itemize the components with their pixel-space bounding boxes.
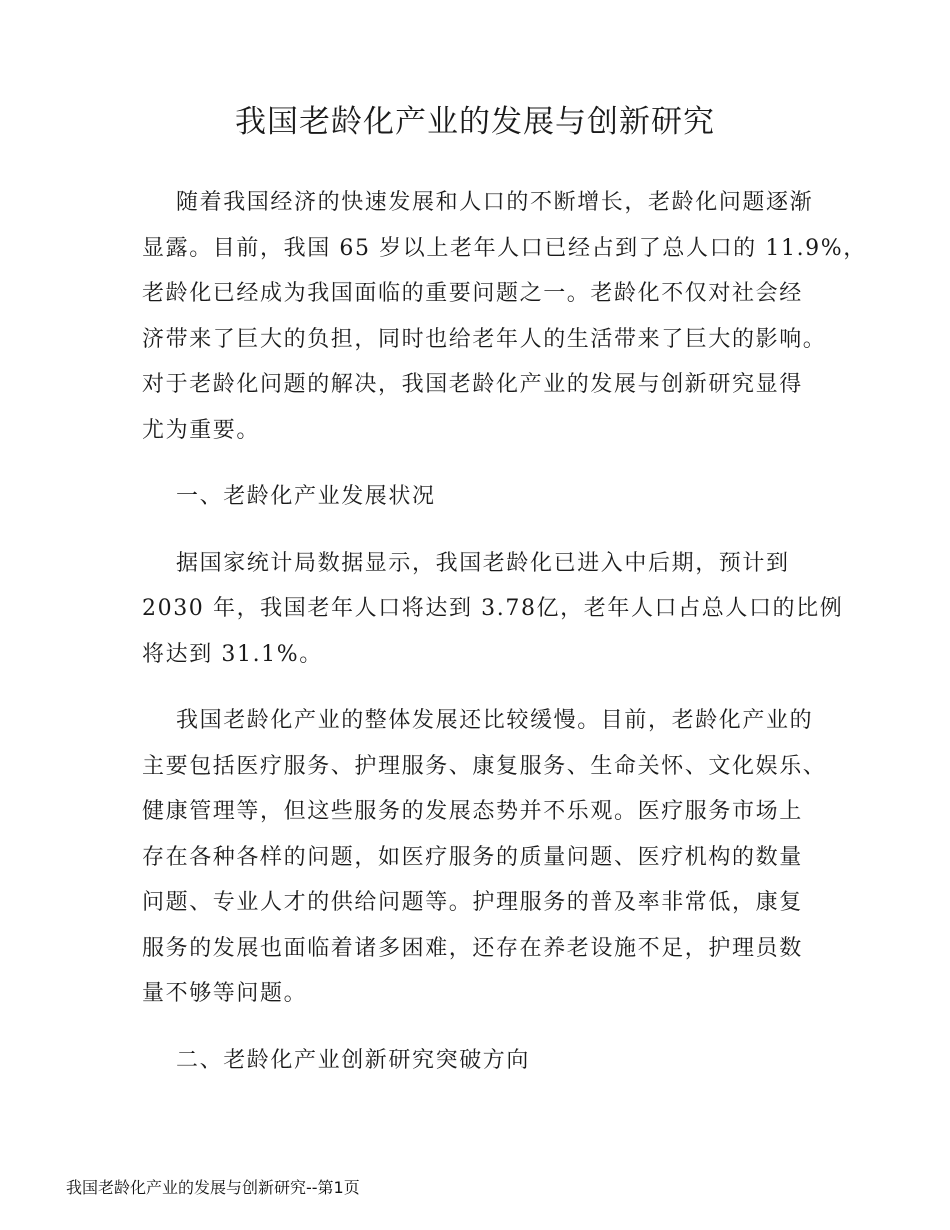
- text-line: 问题、专业人才的供给问题等。护理服务的普及率非常低，康复: [142, 890, 803, 915]
- text-line: 我国老龄化产业的整体发展还比较缓慢。目前，老龄化产业的: [176, 708, 814, 733]
- text-line: 显露。目前，我国 65 岁以上老年人口已经占到了总人口的 11.9%，: [142, 235, 867, 261]
- text-line: 对于老龄化问题的解决，我国老龄化产业的发展与创新研究显得: [142, 372, 803, 397]
- text-line: 尤为重要。: [142, 417, 261, 443]
- intro-paragraph: [142, 180, 867, 453]
- text-line: 存在各种各样的问题，如医疗服务的质量问题、医疗机构的数量: [142, 844, 803, 870]
- text-line: 服务的发展也面临着诸多困难，还存在养老设施不足，护理员数: [142, 935, 803, 961]
- text-line: 将达到 31.1%。: [142, 641, 323, 667]
- section-heading-2: 二、老龄化产业创新研究突破方向: [176, 1047, 531, 1073]
- text-line: 健康管理等，但这些服务的发展态势并不乐观。医疗服务市场上: [142, 799, 803, 824]
- document-title: 我国老龄化产业的发展与创新研究: [235, 104, 715, 140]
- document-body: [142, 180, 867, 1104]
- text-line: 量不够等问题。: [142, 981, 308, 1006]
- section1-paragraph-2: [142, 698, 842, 1017]
- page-footer: 我国老龄化产业的发展与创新研究--第1页: [66, 1178, 360, 1197]
- text-line: 据国家统计局数据显示，我国老龄化已进入中后期，预计到: [176, 550, 790, 576]
- text-line: 随着我国经济的快速发展和人口的不断增长，老龄化问题逐渐: [176, 190, 814, 215]
- text-line: 2030 年，我国老年人口将达到 3.78亿，老年人口占总人口的比例: [142, 596, 844, 621]
- text-line: 济带来了巨大的负担，同时也给老年人的生活带来了巨大的影响。: [142, 326, 827, 352]
- section-heading-1: 一、老龄化产业发展状况: [176, 484, 436, 509]
- text-line: 主要包括医疗服务、护理服务、康复服务、生命关怀、文化娱乐、: [142, 753, 827, 779]
- text-line: 老龄化已经成为我国面临的重要问题之一。老龄化不仅对社会经: [142, 281, 803, 306]
- section1-paragraph-1: [142, 541, 842, 678]
